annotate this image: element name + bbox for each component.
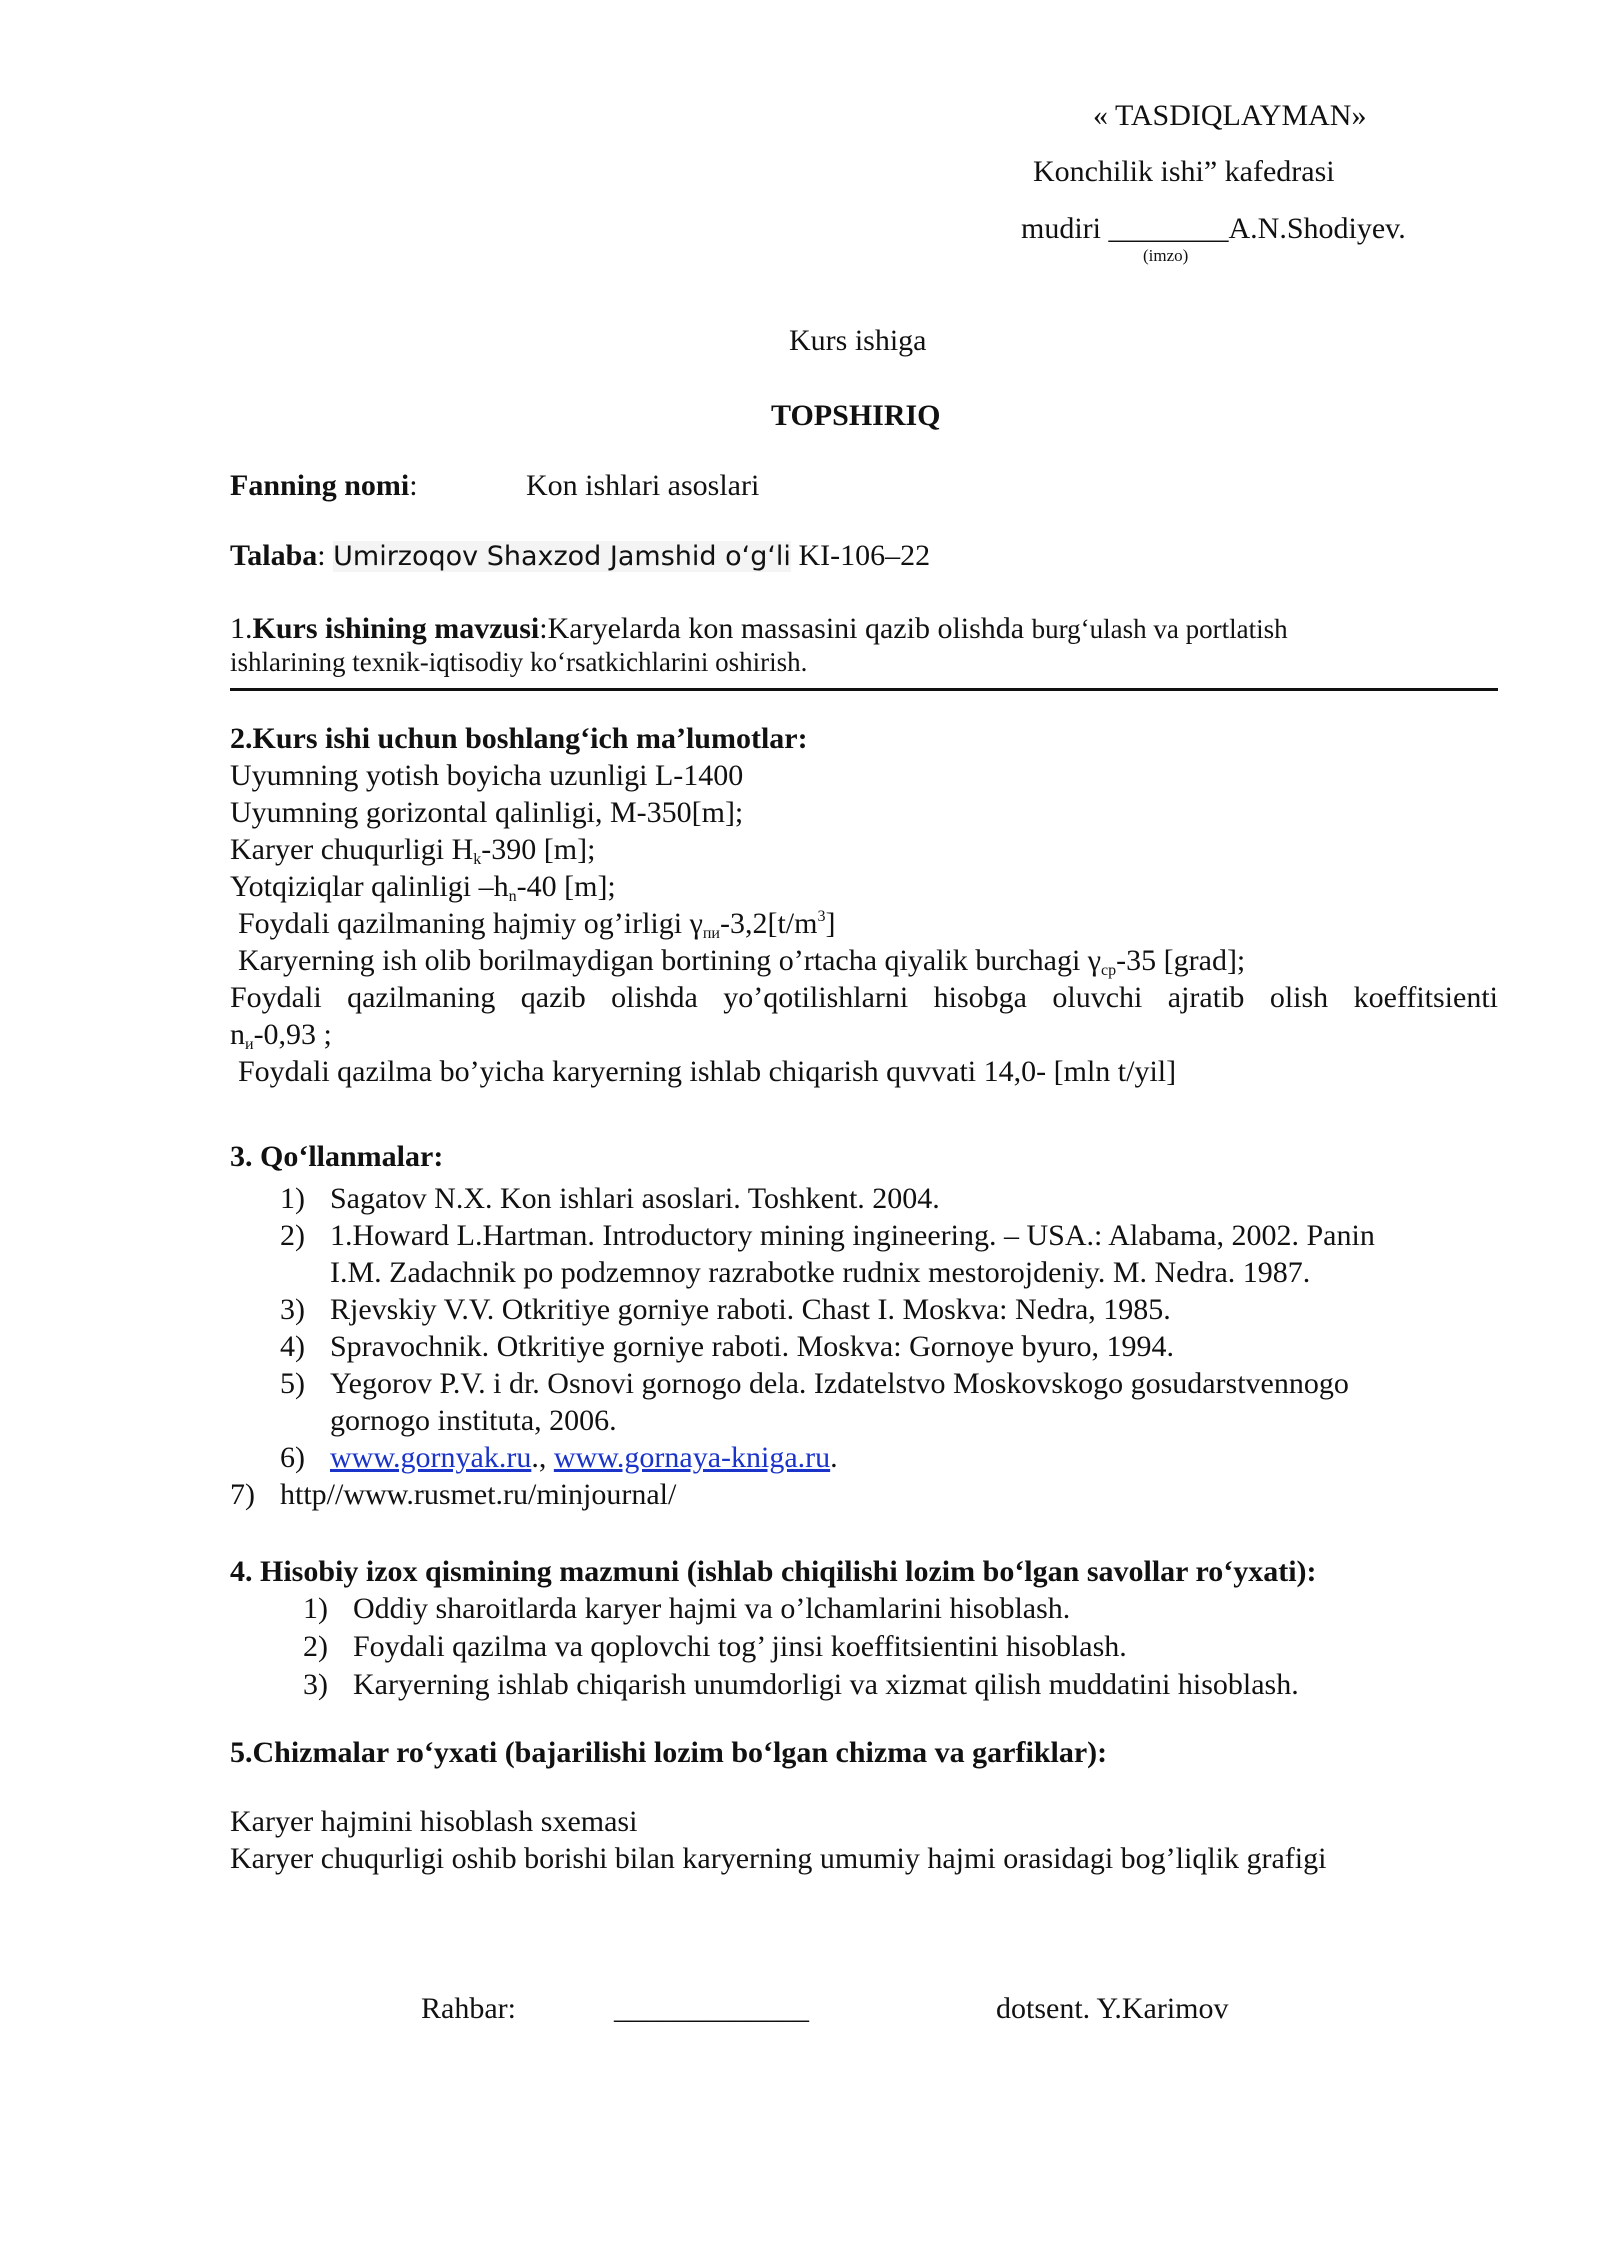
reference-text: Rjevskiy V.V. Otkritiye gorniye raboti. Chast I. Moskva: Nedra, 1985. <box>330 1293 1171 1326</box>
initial-line-8 <box>230 1016 332 1053</box>
reference-item <box>230 1476 676 1513</box>
reference-item <box>280 1328 1174 1365</box>
reference-text: Spravochnik. Otkritiye gorniye raboti. Moskva: Gornoye byuro, 1994. <box>330 1330 1175 1363</box>
topic-text-a: Karyelarda kon massasini qazib olishda <box>547 612 1025 645</box>
initial-line-7: Foydali qazilmaning qazib olishda yo’qotilishlarni hisobga oluvchi ajratib olish koeffitsienti <box>230 981 1498 1014</box>
initial-line-5-sup: 3 <box>817 908 826 925</box>
subject-colon: : <box>409 469 418 502</box>
reference-item <box>280 1180 940 1217</box>
references-heading: 3. Qo‘llanmalar: <box>230 1140 444 1173</box>
initial-line-8-text: n <box>230 1018 245 1051</box>
reference-number: 7) <box>230 1478 255 1511</box>
calculation-text: Foydali qazilma va qoplovchi tog’ jinsi koeffitsientini hisoblash. <box>353 1630 1127 1663</box>
drawing-item: Karyer hajmini hisoblash sxemasi <box>230 1805 638 1838</box>
topic-line1 <box>230 610 1288 648</box>
drawings-heading: 5.Chizmalar ro‘yxati (bajarilishi lozim bo‘lgan chizma va garfiklar): <box>230 1736 1108 1769</box>
reference-item <box>280 1365 1349 1402</box>
initial-line-3-value: -390 [m]; <box>481 833 596 866</box>
heading-line1: Kurs ishiga <box>789 324 927 357</box>
calculation-item <box>303 1590 1070 1627</box>
initial-line-3-sub: k <box>473 851 482 868</box>
subject-row <box>230 467 418 504</box>
initial-line-2: Uyumning gorizontal qalinligi, M-350[m]; <box>230 796 744 829</box>
calculation-text: Karyerning ishlab chiqarish unumdorligi va xizmat qilish muddatini hisoblash. <box>353 1668 1299 1701</box>
topic-colon: : <box>539 612 548 645</box>
topic-line2: ishlarining texnik-iqtisodiy ko‘rsatkichlarini oshirish. <box>230 647 808 677</box>
initial-line-5-end: ] <box>825 907 836 940</box>
link-separator: ., <box>531 1441 554 1474</box>
reference-text: 1.Howard L.Hartman. Introductory mining ingineering. – USA.: Alabama, 2002. Panin <box>330 1219 1375 1252</box>
approval-head: mudiri ________A.N.Shodiyev. <box>1021 212 1406 245</box>
initial-line-5-value: -3,2[t/m <box>719 907 818 940</box>
student-name: Umirzoqov Shaxzod Jamshid o‘g‘li <box>333 541 791 572</box>
initial-line-4 <box>230 868 616 905</box>
reference-number: 4) <box>280 1330 305 1363</box>
link-gornyak[interactable]: www.gornyak.ru <box>330 1441 532 1474</box>
reference-item <box>280 1217 1498 1254</box>
initial-line-6-sub: ср <box>1101 962 1117 979</box>
subject-value: Kon ishlari asoslari <box>526 469 760 502</box>
approval-title: « TASDIQLAYMAN» <box>1093 99 1367 132</box>
reference-text: http//www.rusmet.ru/minjournal/ <box>280 1478 677 1511</box>
initial-line-1: Uyumning yotish boyicha uzunligi L-1400 <box>230 759 744 792</box>
link-gornaya-kniga[interactable]: www.gornaya-kniga.ru <box>553 1441 831 1474</box>
initial-line-4-text: Yotqiziqlar qalinligi –h <box>230 870 509 903</box>
reference-number: 2) <box>280 1219 305 1252</box>
initial-line-4-value: -40 [m]; <box>516 870 616 903</box>
initial-line-9: Foydali qazilma bo’yicha karyerning ishlab chiqarish quvvati 14,0- [mln t/yil] <box>238 1055 1177 1088</box>
calculation-number: 3) <box>303 1668 328 1701</box>
initial-line-3-text: Karyer chuqurligi H <box>230 833 474 866</box>
signature-note: (imzo) <box>1143 246 1189 265</box>
topic-number: 1. <box>230 612 253 645</box>
drawing-item: Karyer chuqurligi oshib borishi bilan karyerning umumiy hajmi orasidagi bog’liqlik grafigi <box>230 1842 1327 1875</box>
student-colon: : <box>317 539 326 572</box>
calculation-number: 2) <box>303 1630 328 1663</box>
approval-department: Konchilik ishi” kafedrasi <box>1033 155 1335 188</box>
link-end: . <box>830 1441 838 1474</box>
reference-number: 1) <box>280 1182 305 1215</box>
initial-line-6-value: -35 [grad]; <box>1116 944 1246 977</box>
supervisor-name: dotsent. Y.Karimov <box>996 1992 1229 2025</box>
student-row <box>230 537 930 575</box>
calculation-item <box>303 1666 1299 1703</box>
reference-number: 5) <box>280 1367 305 1400</box>
initial-data-heading: 2.Kurs ishi uchun boshlang‘ich ma’lumotlar: <box>230 722 808 755</box>
page-title: TOPSHIRIQ <box>771 399 941 432</box>
student-label: Talaba <box>230 539 318 572</box>
initial-line-4-sub: n <box>508 888 517 905</box>
divider-line <box>230 688 1498 691</box>
reference-number: 3) <box>280 1293 305 1326</box>
subject-label: Fanning nomi <box>230 469 410 502</box>
calculation-item <box>303 1628 1127 1665</box>
supervisor-label: Rahbar: <box>421 1992 516 2025</box>
signature-line: _____________ <box>614 1992 809 2025</box>
reference-item <box>280 1291 1171 1328</box>
initial-line-5 <box>238 905 835 942</box>
calculation-heading: 4. Hisobiy izox qismining mazmuni (ishlab chiqilishi lozim bo‘lgan savollar ro‘yxati): <box>230 1555 1317 1588</box>
reference-item-links <box>280 1439 838 1476</box>
student-group: KI-106–22 <box>798 539 931 572</box>
topic-label: Kurs ishining mavzusi <box>252 612 540 645</box>
calculation-number: 1) <box>303 1592 328 1625</box>
topic-text-b: burg‘ulash va portlatish <box>1031 614 1288 644</box>
reference-text: Yegorov P.V. i dr. Osnovi gornogo dela. Izdatelstvo Moskovskogo gosudarstvennogo <box>330 1367 1349 1400</box>
reference-item-continued: I.M. Zadachnik po podzemnoy razrabotke rudnix mestorojdeniy. M. Nedra. 1987. <box>330 1256 1311 1289</box>
reference-text: Sagatov N.X. Kon ishlari asoslari. Toshkent. 2004. <box>330 1182 940 1215</box>
initial-line-8-sub: и <box>245 1036 254 1053</box>
initial-line-3 <box>230 831 595 868</box>
calculation-text: Oddiy sharoitlarda karyer hajmi va o’lchamlarini hisoblash. <box>353 1592 1071 1625</box>
initial-line-6 <box>238 942 1245 979</box>
initial-line-5-text: Foydali qazilmaning hajmiy og’irligi γ <box>238 907 703 940</box>
reference-item-continued: gornogo instituta, 2006. <box>330 1404 617 1437</box>
initial-line-8-value: -0,93 ; <box>253 1018 332 1051</box>
reference-number: 6) <box>280 1441 305 1474</box>
initial-line-5-sub: пи <box>702 925 720 942</box>
initial-line-6-text: Karyerning ish olib borilmaydigan bortining o’rtacha qiyalik burchagi γ <box>238 944 1102 977</box>
